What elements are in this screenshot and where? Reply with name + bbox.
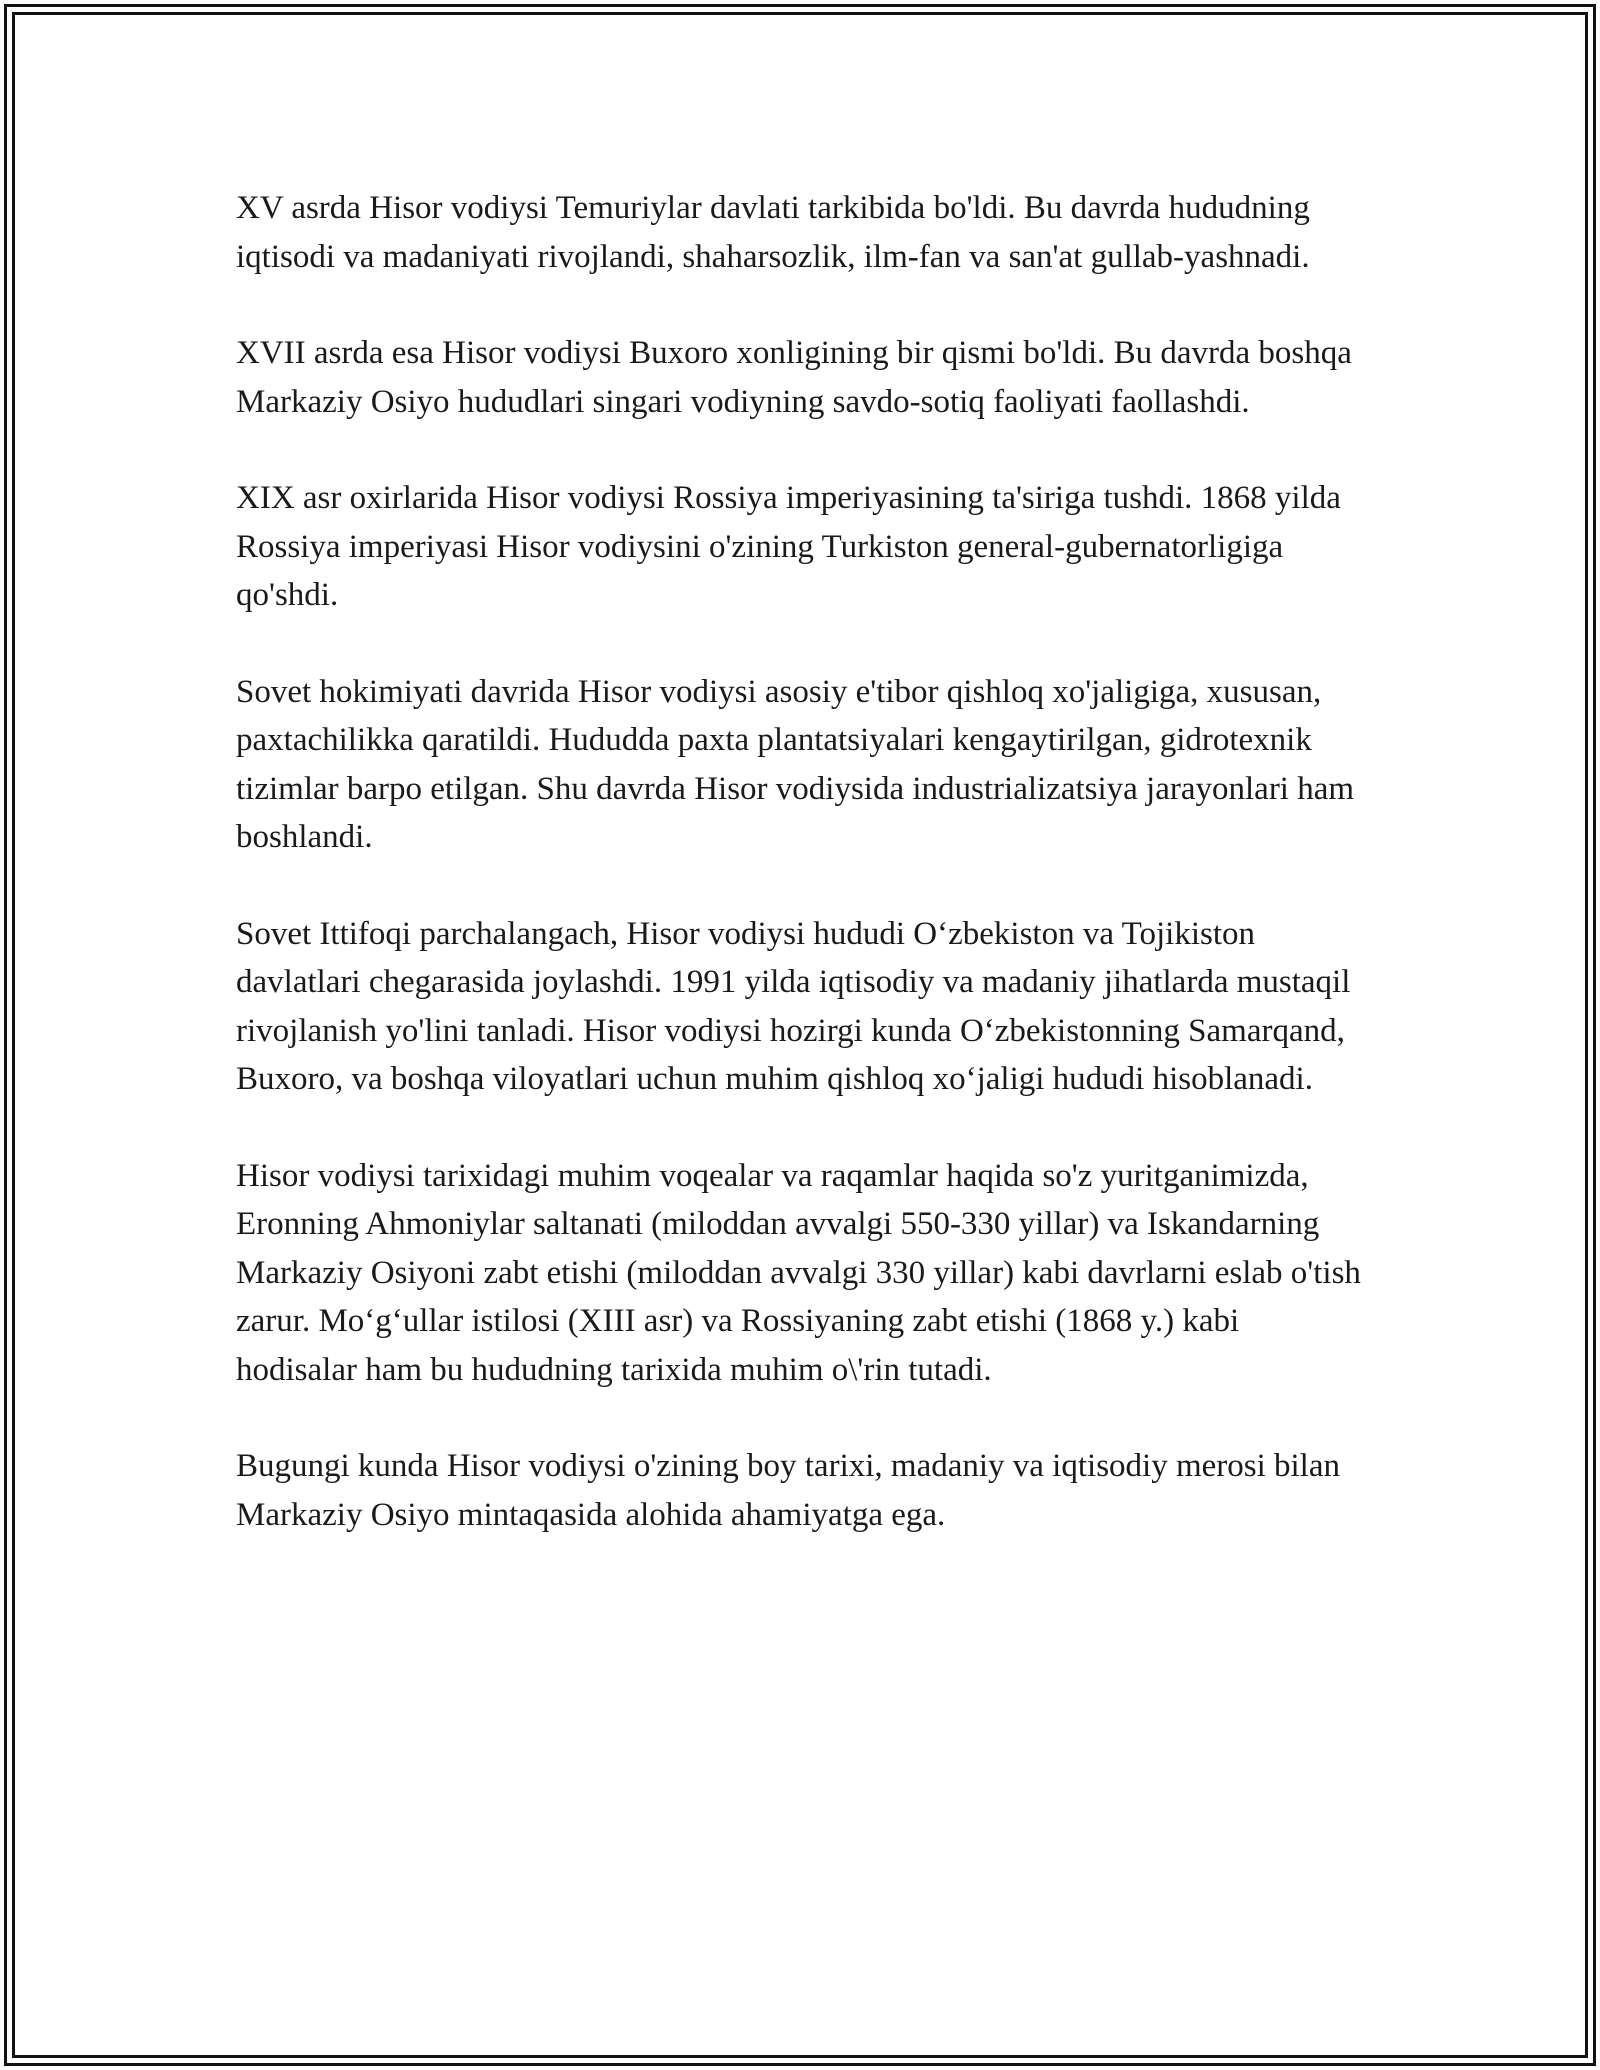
paragraph-today: Bugungi kunda Hisor vodiysi o'zining boy tarixi, madaniy va iqtisodiy merosi bilan Markaziy Osiyo mintaqasida alohida ahamiyatga ega. xyxy=(236,1448,1341,1533)
paragraph-bukhara-khanate: XVII asrda esa Hisor vodiysi Buxoro xonligining bir qismi bo'ldi. Bu davrda boshqa Markaziy Osiyo hududlari singari vodiyning savdo-sotiq faoliyati faollashdi. xyxy=(236,335,1352,420)
paragraph-russian-empire: XIX asr oxirlarida Hisor vodiysi Rossiya imperiyasining ta'siriga tushdi. 1868 yilda Rossiya imperiyasi Hisor vodiysini o'zining Turkiston general-gubernatorligiga qo'shdi. xyxy=(236,480,1341,613)
paragraph-soviet-era: Sovet hokimiyati davrida Hisor vodiysi asosiy e'tibor qishloq xo'jaligiga, xususan, paxtachilikka qaratildi. Hududda paxta plantatsiyalari kengaytirilgan, gidrotexnik tizimlar barpo etilgan. Shu davrda Hisor vodiysida industrializatsiya jarayonlari ham boshlandi. xyxy=(236,673,1355,855)
paragraph-historical-events: Hisor vodiysi tarixidagi muhim voqealar va raqamlar haqida so'z yuritganimizda, Eronning Ahmoniylar saltanati (miloddan avvalgi 550-330 yillar) va Iskandarning Markaziy Osiyoni zabt etishi (miloddan avvalgi 330 yillar) kabi davrlarni eslab o'tish zarur. Mo‘g‘ullar istilosi (XIII asr) va Rossiyaning zabt etishi (1868 y.) kabi hodisalar ham bu hududning tarixida muhim o\'rin tutadi. xyxy=(236,1157,1361,1388)
paragraph-independence: Sovet Ittifoqi parchalangach, Hisor vodiysi hududi O‘zbekiston va Tojikiston davlatlari chegarasida joylashdi. 1991 yilda iqtisodiy va madaniy jihatlarda mustaqil rivojlanish yo'lini tanladi. Hisor vodiysi hozirgi kunda O‘zbekistonning Samarqand, Buxoro, va boshqa viloyatlari uchun muhim qishloq xo‘jaligi hududi hisoblanadi. xyxy=(236,915,1351,1097)
document-body xyxy=(236,184,1366,1587)
paragraph-timurid-era: XV asrda Hisor vodiysi Temuriylar davlati tarkibida bo'ldi. Bu davrda hududning iqtisodi va madaniyati rivojlandi, shaharsozlik, ilm-fan va san'at gullab-yashnadi. xyxy=(236,190,1310,275)
